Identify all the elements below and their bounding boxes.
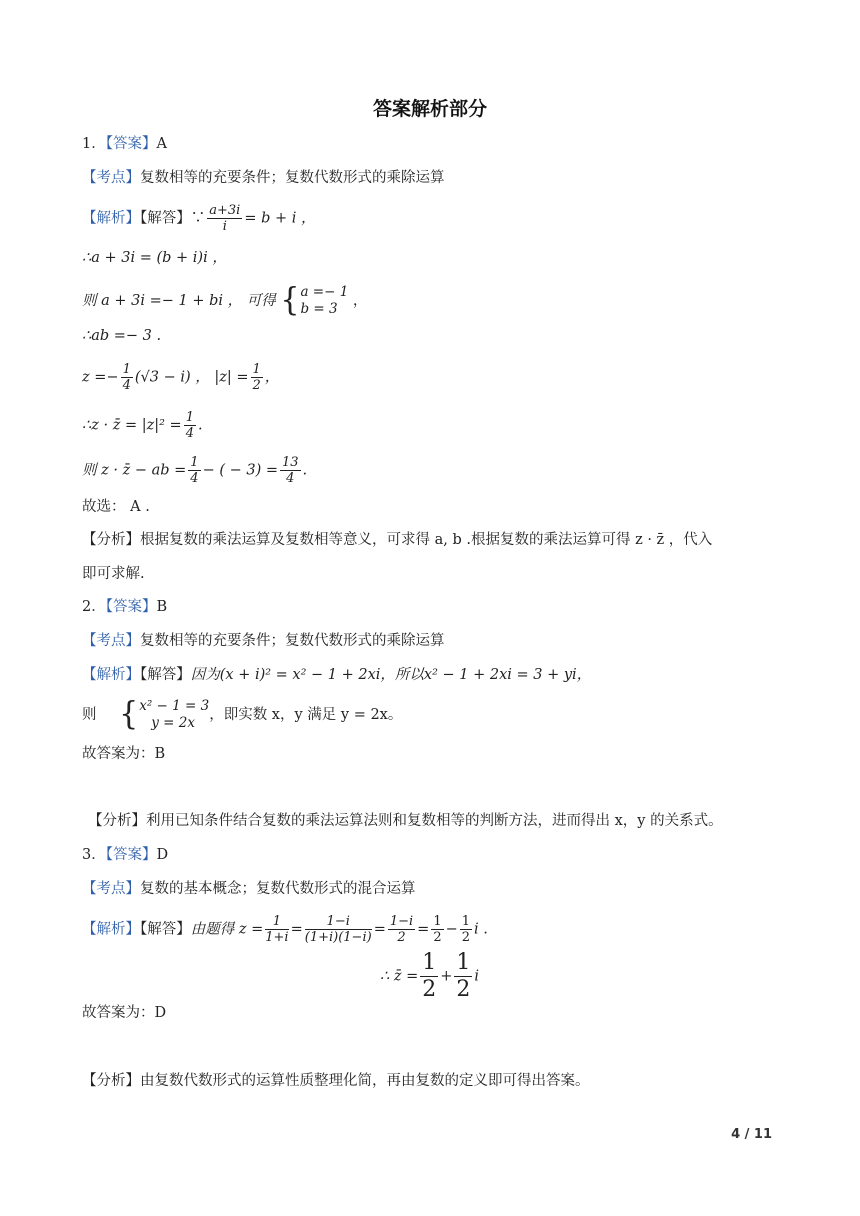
q3-fenxi-line: 【分析】由复数代数形式的运算性质整理化简，再由复数的定义即可得出答案。 [82,1073,590,1089]
q1-line2: ∴a + 3i = (b + i)i ， [82,250,227,266]
q1-kaodian-tag: 【考点】 [82,170,140,186]
q1-answer-tag: 【答案】 [105,136,157,152]
q1-fenxi-line2: 即可求解. [82,566,145,582]
q2-fenxi-line: 【分析】利用已知条件结合复数的乘法运算法则和复数相等的判断方法，进而得出 x，y 的关系式。 [88,813,723,829]
q2-kaodian-line: 【考点】复数相等的充要条件；复数代数形式的乘除运算 [82,633,445,649]
q3-answer-line: 3．【答案】D [82,847,169,863]
q3-line2: ∴ z̄ = $\frac{1}{2}$ + $\frac{1}{2}$ i [380,950,480,1002]
q1-jiexi-line: 【解析】【解答】∵ $\frac{a+3i}{i}$ = b + i ， [82,203,316,234]
q1-line7: 则 z · z̄ − ab = $\frac{1}{4}$ − ( − 3) = $\frac{13}{4}$ . [82,455,308,486]
q1-line5: z =− $\frac{1}{4}$ (√3 − i) ， |z| = $\frac{1}{2}$ ， [82,362,280,393]
page-title: 答案解析部分 [372,98,487,120]
q3-final: 故答案为：D [82,1005,167,1021]
q1-line3: 则 a + 3i =− 1 + bi ， 可得 { a =− 1 b = 3 ， [82,282,368,319]
q2-answer-line: 2．【答案】B [82,599,168,615]
q2-final: 故答案为：B [82,746,166,762]
q1-line1-rhs: = b + i ， [244,210,316,227]
q1-kaodian-text: 复数相等的充要条件；复数代数形式的乘除运算 [140,170,445,186]
q2-jiexi-line: 【解析】【解答】因为(x + i)² = x² − 1 + 2xi，所以x² − 1 + 2xi = 3 + yi， [82,667,592,683]
q1-fraction: $\frac{a+3i}{i}$ [209,203,241,234]
q1-answer: A [156,136,167,152]
q2-line2: 则 { x² − 1 = 3 y = 2x ，即实数 x，y 满足 y = 2x。 [82,696,403,733]
q1-jiexi-tag: 【解析】 [82,210,140,227]
q1-line6: ∴z · z̄ = |z|² = $\frac{1}{4}$ . [82,410,203,441]
q1-choose: 故选： A . [82,499,150,515]
q1-line4: ∴ab =− 3 . [82,328,162,344]
page-number: 4 / 11 [731,1127,772,1142]
q3-jiexi-line: 【解析】【解答】由题得 z = $\frac{1}{1+i}$ = $\frac{1-i}{(1+i)(1-i)}$ = $\frac{1-i}{2}$ = $\frac{1}{2}$ − $\frac{1}{2}$ i . [82,914,488,945]
q1-answer-line [82,134,167,154]
q1-fenxi-tag: 【分析】 [82,532,140,548]
q2-system: x² − 1 = 3 y = 2x [139,698,210,731]
q1-number: 1． [82,136,106,152]
q1-kaodian-line [82,168,445,188]
q1-jieda-tag: 【解答】 [140,210,191,227]
q1-fenxi-line1: 【分析】根据复数的乘法运算及复数相等意义，可求得 a, b .根据复数的乘法运算可得 z · z̄ ，代入 [82,532,713,548]
q3-kaodian-line: 【考点】复数的基本概念；复数代数形式的混合运算 [82,881,416,897]
q1-system: a =− 1 b = 3 [300,284,349,317]
